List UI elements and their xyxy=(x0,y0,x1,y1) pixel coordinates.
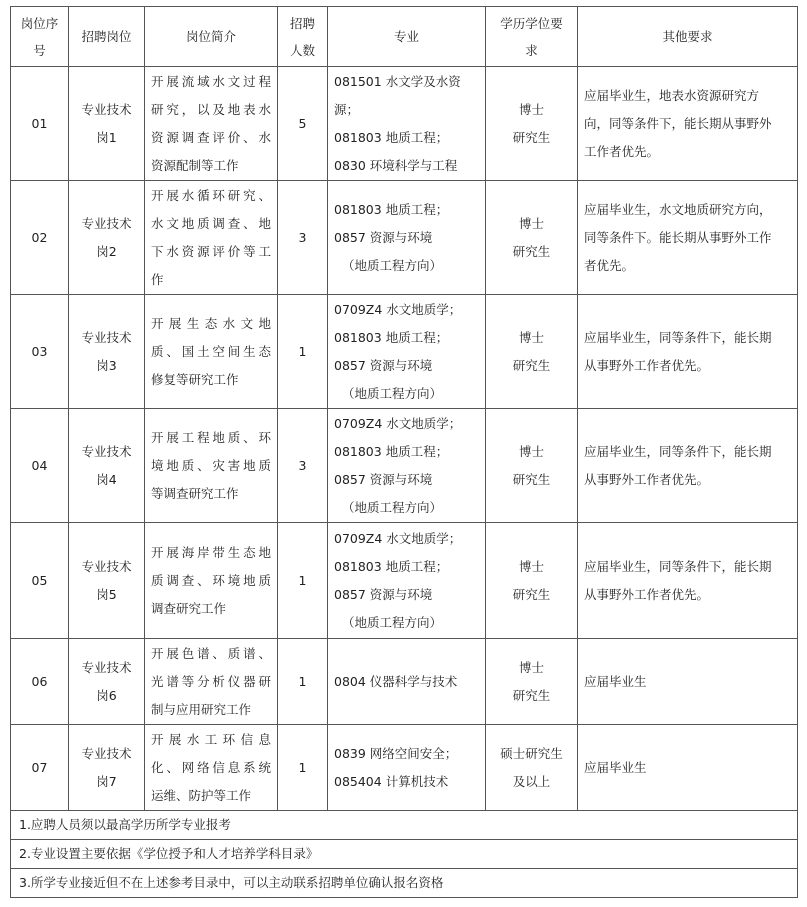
header-desc: 岗位简介 xyxy=(145,7,278,67)
header-edu: 学历学位要 求 xyxy=(486,7,578,67)
cell-line: 从事野外工作者优先。 xyxy=(584,357,710,373)
cell-desc xyxy=(145,181,278,295)
cell-count: 1 xyxy=(278,639,328,725)
cell-line: 质调查、环境地质 xyxy=(151,572,271,588)
cell-line: 0804 仪器科学与技术 xyxy=(334,673,458,689)
table-row xyxy=(11,523,798,639)
cell-line: 0839 网络空间安全； xyxy=(334,745,458,761)
cell-line: 0857 资源与环境 xyxy=(334,357,433,373)
cell-position xyxy=(69,639,145,725)
cell-line: 博士 xyxy=(518,215,544,231)
cell-other xyxy=(578,409,798,523)
cell-line: 081803 地质工程； xyxy=(334,201,449,217)
cell-line: 开展生态水文地 xyxy=(151,315,271,331)
cell-line: 化、网络信息系统 xyxy=(151,759,271,775)
header-id: 岗位序 号 xyxy=(11,7,69,67)
cell-line: 博士 xyxy=(518,443,544,459)
cell-major xyxy=(328,639,486,725)
cell-line: 岗2 xyxy=(96,243,117,259)
cell-line: 同等条件下。能长期从事野外工作 xyxy=(584,229,772,245)
header-count: 招聘 人数 xyxy=(278,7,328,67)
cell-line: 研究生 xyxy=(512,357,551,373)
cell-line: 应届毕业生，同等条件下，能长期 xyxy=(584,558,772,574)
cell-line: 专业技术 xyxy=(81,443,132,459)
note-text: 3.所学专业接近但不在上述参考目录中，可以主动联系招聘单位确认报名资格 xyxy=(11,869,798,898)
cell-line: 博士 xyxy=(518,101,544,117)
cell-line: 者优先。 xyxy=(584,257,635,273)
cell-major xyxy=(328,725,486,811)
cell-count: 1 xyxy=(278,523,328,639)
cell-count: 5 xyxy=(278,67,328,181)
cell-position xyxy=(69,409,145,523)
cell-line: 从事野外工作者优先。 xyxy=(584,586,710,602)
cell-line: 下水资源评价等工 xyxy=(151,243,271,259)
table-row xyxy=(11,181,798,295)
note-row xyxy=(11,840,798,869)
cell-id: 03 xyxy=(11,295,69,409)
recruitment-table xyxy=(10,6,798,898)
cell-line: 研究生 xyxy=(512,586,551,602)
cell-line: 0709Z4 水文地质学； xyxy=(334,415,462,431)
cell-line: 向，同等条件下，能长期从事野外 xyxy=(584,115,772,131)
cell-line: 运维、防护等工作 xyxy=(151,787,252,803)
cell-line: 质、国土空间生态 xyxy=(151,343,271,359)
cell-count: 1 xyxy=(278,725,328,811)
cell-line: 应届毕业生 xyxy=(584,673,647,689)
cell-line: 岗4 xyxy=(96,471,117,487)
cell-count: 3 xyxy=(278,409,328,523)
cell-other xyxy=(578,67,798,181)
cell-line: 等调查研究工作 xyxy=(151,485,239,501)
cell-id: 06 xyxy=(11,639,69,725)
cell-major xyxy=(328,67,486,181)
header-row xyxy=(11,7,798,67)
cell-major xyxy=(328,523,486,639)
cell-major xyxy=(328,295,486,409)
cell-line: 应届毕业生，同等条件下，能长期 xyxy=(584,443,772,459)
cell-line: 085404 计算机技术 xyxy=(334,773,449,789)
cell-line: 岗6 xyxy=(96,687,117,703)
cell-line: 开展水工环信息 xyxy=(151,731,271,747)
cell-line: 081803 地质工程； xyxy=(334,443,449,459)
cell-education xyxy=(486,67,578,181)
cell-line: 专业技术 xyxy=(81,329,132,345)
cell-line: 研究生 xyxy=(512,687,551,703)
cell-line: 境地质、灾害地质 xyxy=(151,457,271,473)
cell-position xyxy=(69,295,145,409)
cell-line: （地质工程方向） xyxy=(342,385,443,401)
cell-line: （地质工程方向） xyxy=(342,257,443,273)
cell-line: 岗7 xyxy=(96,773,117,789)
cell-line: （地质工程方向） xyxy=(342,614,443,630)
cell-line: 岗5 xyxy=(96,586,117,602)
note-row xyxy=(11,869,798,898)
cell-id: 05 xyxy=(11,523,69,639)
cell-education xyxy=(486,181,578,295)
cell-line: 081803 地质工程； xyxy=(334,558,449,574)
cell-desc xyxy=(145,67,278,181)
cell-line: 开展海岸带生态地 xyxy=(151,544,271,560)
cell-line: 专业技术 xyxy=(81,745,132,761)
cell-education xyxy=(486,295,578,409)
cell-line: 081803 地质工程； xyxy=(334,329,449,345)
cell-other xyxy=(578,725,798,811)
cell-other xyxy=(578,523,798,639)
recruitment-table-container xyxy=(10,6,797,898)
cell-line: 岗3 xyxy=(96,357,117,373)
cell-line: 专业技术 xyxy=(81,101,132,117)
cell-desc xyxy=(145,523,278,639)
cell-line: 工作者优先。 xyxy=(584,143,660,159)
cell-line: 开展工程地质、环 xyxy=(151,429,271,445)
cell-line: 0857 资源与环境 xyxy=(334,586,433,602)
cell-line: 应届毕业生，水文地质研究方向， xyxy=(584,201,772,217)
cell-line: 研究，以及地表水 xyxy=(151,101,271,117)
cell-position xyxy=(69,523,145,639)
cell-line: 资源配制等工作 xyxy=(151,157,239,173)
cell-line: 开展流域水文过程 xyxy=(151,73,271,89)
note-row xyxy=(11,811,798,840)
cell-line: 应届毕业生，地表水资源研究方 xyxy=(584,87,760,103)
cell-line: 及以上 xyxy=(512,773,551,789)
cell-education xyxy=(486,725,578,811)
cell-line: （地质工程方向） xyxy=(342,499,443,515)
cell-line: 应届毕业生，同等条件下，能长期 xyxy=(584,329,772,345)
cell-line: 源； xyxy=(334,101,360,117)
cell-line: 光谱等分析仪器研 xyxy=(151,673,271,689)
cell-id: 02 xyxy=(11,181,69,295)
header-other: 其他要求 xyxy=(578,7,798,67)
cell-major xyxy=(328,181,486,295)
cell-line: 专业技术 xyxy=(81,558,132,574)
cell-line: 调查研究工作 xyxy=(151,600,227,616)
cell-desc xyxy=(145,639,278,725)
cell-desc xyxy=(145,725,278,811)
cell-line: 作 xyxy=(151,271,164,287)
table-row xyxy=(11,409,798,523)
cell-line: 0857 资源与环境 xyxy=(334,229,433,245)
cell-count: 3 xyxy=(278,181,328,295)
cell-id: 01 xyxy=(11,67,69,181)
cell-education xyxy=(486,639,578,725)
header-major: 专业 xyxy=(328,7,486,67)
cell-line: 研究生 xyxy=(512,243,551,259)
cell-line: 专业技术 xyxy=(81,215,132,231)
note-text: 1.应聘人员须以最高学历所学专业报考 xyxy=(11,811,798,840)
cell-other xyxy=(578,295,798,409)
cell-line: 0709Z4 水文地质学； xyxy=(334,301,462,317)
cell-count: 1 xyxy=(278,295,328,409)
cell-line: 0709Z4 水文地质学； xyxy=(334,530,462,546)
cell-line: 研究生 xyxy=(512,129,551,145)
cell-line: 从事野外工作者优先。 xyxy=(584,471,710,487)
cell-line: 应届毕业生 xyxy=(584,759,647,775)
cell-line: 0857 资源与环境 xyxy=(334,471,433,487)
cell-id: 04 xyxy=(11,409,69,523)
cell-desc xyxy=(145,409,278,523)
cell-other xyxy=(578,639,798,725)
table-row xyxy=(11,725,798,811)
table-row xyxy=(11,67,798,181)
cell-line: 资源调查评价、水 xyxy=(151,129,271,145)
cell-line: 081803 地质工程； xyxy=(334,129,449,145)
cell-other xyxy=(578,181,798,295)
cell-line: 修复等研究工作 xyxy=(151,371,239,387)
cell-line: 开展水循环研究、 xyxy=(151,187,271,203)
cell-line: 水文地质调查、地 xyxy=(151,215,271,231)
cell-line: 0830 环境科学与工程 xyxy=(334,157,458,173)
cell-position xyxy=(69,725,145,811)
cell-desc xyxy=(145,295,278,409)
cell-position xyxy=(69,181,145,295)
cell-education xyxy=(486,523,578,639)
cell-major xyxy=(328,409,486,523)
cell-id: 07 xyxy=(11,725,69,811)
table-row xyxy=(11,639,798,725)
cell-line: 专业技术 xyxy=(81,659,132,675)
cell-line: 制与应用研究工作 xyxy=(151,701,252,717)
cell-line: 081501 水文学及水资 xyxy=(334,73,461,89)
note-text: 2.专业设置主要依据《学位授予和人才培养学科目录》 xyxy=(11,840,798,869)
cell-position xyxy=(69,67,145,181)
cell-line: 研究生 xyxy=(512,471,551,487)
cell-line: 岗1 xyxy=(96,129,117,145)
header-position: 招聘岗位 xyxy=(69,7,145,67)
table-row xyxy=(11,295,798,409)
cell-line: 开展色谱、质谱、 xyxy=(151,645,271,661)
cell-line: 硕士研究生 xyxy=(500,745,563,761)
cell-education xyxy=(486,409,578,523)
cell-line: 博士 xyxy=(518,329,544,345)
cell-line: 博士 xyxy=(518,659,544,675)
cell-line: 博士 xyxy=(518,558,544,574)
